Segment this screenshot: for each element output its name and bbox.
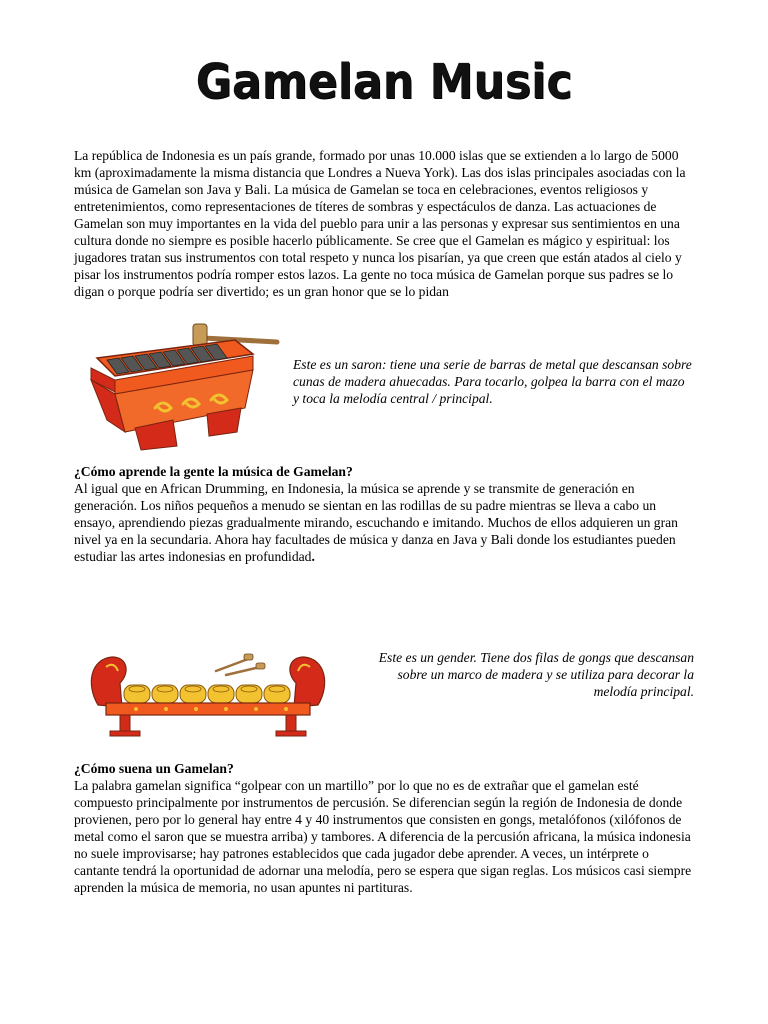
section-sound [74, 760, 694, 896]
section-sound-heading: ¿Cómo suena un Gamelan? [74, 761, 234, 776]
section-learning-end-mark: . [311, 549, 315, 564]
intro-paragraph: La república de Indonesia es un país grande, formado por unas 10.000 islas que se extienden a lo largo de 5000 km (aproximadamente la misma distancia que Londres a Nueva York). Las dos islas principales asociadas con la música de Gamelan son Java y Bali. La música de Gamelan se toca en celebraciones, eventos religiosos y entretenimientos, como representaciones de títeres de sombras y espectáculos de danza. Las actuaciones de Gamelan son muy importantes en la vida del pueblo para unir a las personas y expresar sus sentimientos en una cultura donde no siempre es posible hacerlo públicamente. Se cree que el Gamelan es mágico y espiritual: los jugadores tratan sus instrumentos con total respeto y nunca los pisarían, ya que creen que están atados al cielo y pisar los instrumentos podría romper estos lazos. La gente no toca música de Gamelan porque sus padres se lo digan o porque podría ser divertido; es un gran honor que se lo pidan [74, 148, 686, 299]
section-learning [74, 463, 694, 565]
section-learning-text: Al igual que en African Drumming, en Indonesia, la música se aprende y se transmite de generación en generación. Los niños pequeños a menudo se sientan en las rodillas de su padre mientras se lleva a cabo un ensayo, aprendiendo piezas gradualmente mirando, escuchando e imitando. Muchos de ellos adquieren un gran nivel ya en la secundaria. Ahora hay facultades de música y danza en Java y Bali donde los estudiantes pueden estudiar las artes indonesias en profundidad [74, 481, 678, 564]
saron-illustration [85, 320, 285, 455]
section-learning-heading: ¿Cómo aprende la gente la música de Gamelan? [74, 464, 353, 479]
gender-caption: Este es un gender. Tiene dos filas de gongs que descansan sobre un marco de madera y se utiliza para decorar la melodía principal. [378, 650, 694, 699]
gender-illustration [76, 645, 340, 737]
page-title: Gamelan Music [195, 54, 573, 110]
section-sound-body: La palabra gamelan significa “golpear con un martillo” por lo que no es de extrañar que el gamelan esté compuesto principalmente por instrumentos de percusión. Se diferencian según la región de Indonesia de donde provienen, pero por lo general hay entre 4 y 40 instrumentos que consisten en gongs, metalófonos (xilófonos de metal como el saron que se muestra arriba) y tambores. A diferencia de la percusión africana, la música indonesia no suele improvisarse; hay patrones establecidos que cada jugador debe aprender. A veces, un intérprete o cantante tendrá la oportunidad de adornar una melodía, pero se espera que sigan reglas. Los músicos casi siempre aprenden la música de memoria, no usan apuntes ni partituras. [74, 778, 692, 895]
section-learning-body [74, 480, 694, 565]
saron-caption: Este es un saron: tiene una serie de barras de metal que descansan sobre cunas de madera ahuecadas. Para tocarlo, golpea la barra con el mazo y toca la melodía central / principal. [293, 357, 692, 406]
